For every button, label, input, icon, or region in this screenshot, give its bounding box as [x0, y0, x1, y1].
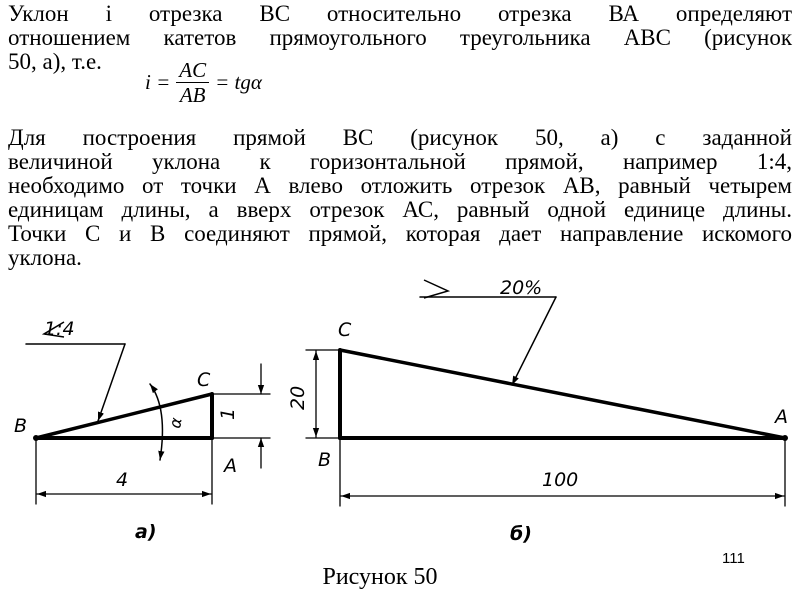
figure-a-drawing	[26, 344, 270, 504]
formula-numerator: AC	[176, 58, 209, 83]
paragraph-line: отношением катетов прямоугольного треугольника АВС (рисунок	[8, 25, 792, 50]
angle-label: α	[165, 416, 186, 430]
segment-ca	[340, 350, 785, 438]
paragraph-line: необходимо от точки А влево отложить отрезок АВ, равный четырем	[8, 173, 792, 198]
point-label-b: B	[14, 415, 28, 437]
height-label-a: 1	[217, 407, 239, 420]
paragraph-line: Точки С и В соединяют прямой, которая дает направление искомого	[8, 221, 792, 246]
formula-denominator: AB	[179, 83, 206, 107]
paragraph-line: уклона.	[8, 245, 82, 270]
segment-bc	[36, 394, 212, 438]
point-label-a: A	[224, 455, 237, 477]
figure-a-labels	[14, 318, 239, 543]
point-label-c: C	[338, 319, 352, 341]
paragraph-line: величиной уклона к горизонтальной прямой, например 1:4,	[8, 149, 792, 174]
figure-b-labels	[287, 277, 788, 545]
slope-label-b: 20%	[500, 277, 543, 299]
height-label-b: 20	[287, 385, 309, 410]
sublabel-b: б)	[510, 523, 532, 545]
paragraph-line: Для построения прямой ВС (рисунок 50, а) с заданной	[8, 125, 792, 150]
sublabel-a: а)	[135, 521, 157, 543]
point-label-b: B	[318, 449, 332, 471]
slope-label-a: 1:4	[44, 318, 75, 340]
formula-lhs: i =	[145, 70, 171, 94]
paragraph-line: единицам длины, а вверх отрезок АС, равный одной единице длины.	[8, 197, 792, 222]
figure-caption: Рисунок 50	[322, 564, 438, 590]
length-label-b: 100	[542, 469, 579, 491]
paragraph-line: Уклон i отрезка ВС относительно отрезка ВА определяют	[8, 1, 792, 26]
page-number: 111	[722, 550, 745, 567]
point-label-c: C	[197, 369, 211, 391]
length-label-a: 4	[116, 469, 129, 491]
formula-rhs: = tgα	[215, 70, 262, 94]
paragraph-line: 50, а), т.е.	[8, 49, 102, 74]
point-label-a: A	[775, 406, 788, 428]
